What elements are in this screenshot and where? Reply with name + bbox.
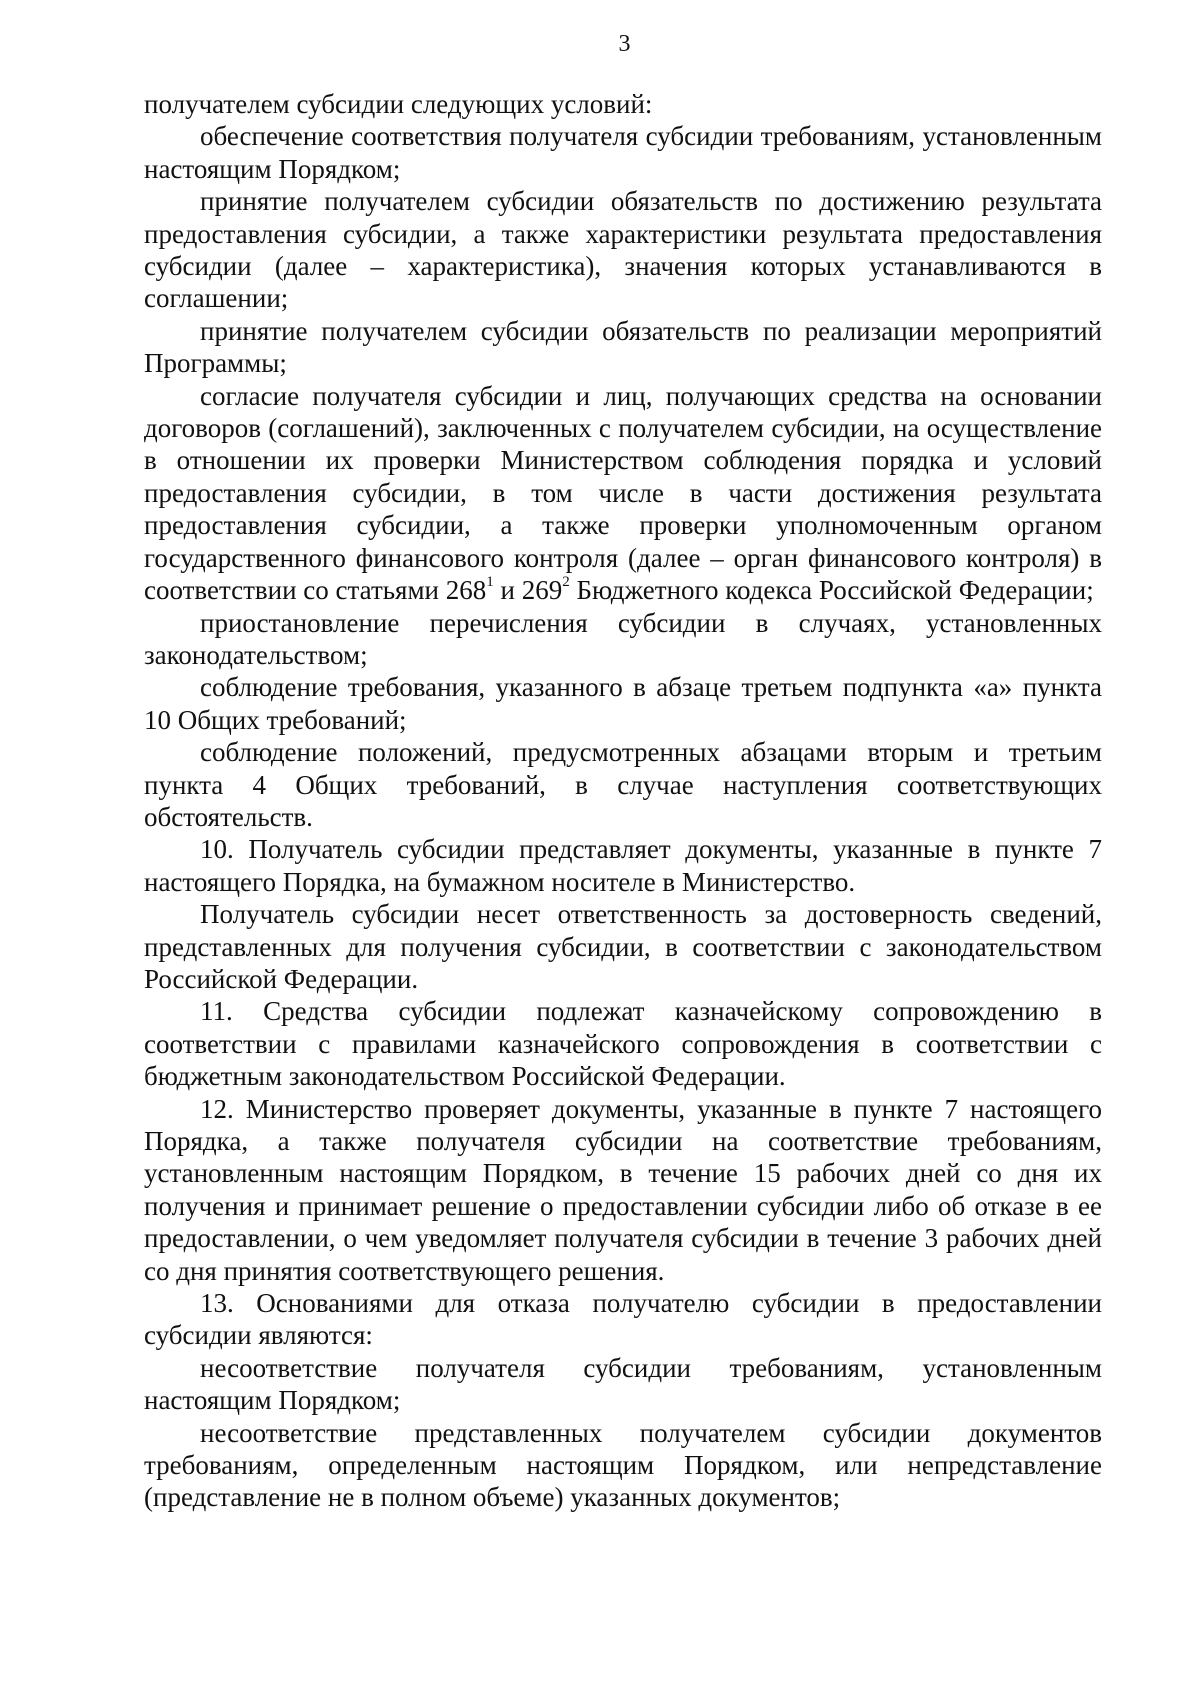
paragraph-text: Бюджетного кодекса Российской Федерации;: [569, 575, 1094, 606]
paragraph: 10. Получатель субсидии представляет документы, указанные в пункте 7 настоящего Порядка, на бумажном носителе в Министерство.: [144, 834, 1102, 897]
paragraph: приостановление перечисления субсидии в случаях, установленных законодательством;: [144, 607, 1102, 670]
paragraph: соблюдение требования, указанного в абзаце третьем подпункта «а» пункта 10 Общих требований;: [144, 672, 1102, 735]
paragraph: Получатель субсидии несет ответственность за достоверность сведений, представленных для получения субсидии, в соответствии с законодательством Российской Федерации.: [144, 899, 1102, 994]
paragraph-text: согласие получателя субсидии и лиц, получающих средства на основании договоров (соглашений), заключенных с получателем субсидии, на осуществление в отношении их проверки Министерством соблюдения порядка и условий предоставления субсидии, в том числе в части достижения результата предоставления субсидии, а также проверки уполномоченным органом государственного финансового контроля (далее – орган финансового контроля) в соответствии со статьями 268: [144, 380, 1102, 606]
paragraph: принятие получателем субсидии обязательств по реализации мероприятий Программы;: [144, 315, 1102, 379]
paragraph: 12. Министерство проверяет документы, указанные в пункте 7 настоящего Порядка, а также получателя субсидии на соответствие требованиям, установленным настоящим Порядком, в течение 15 рабочих дней со дня их получения и принимает решение о предоставлении субсидии либо об отказе в ее предоставлении, о чем уведомляет получателя субсидии в течение 3 рабочих дней со дня принятия соответствующего решения.: [144, 1093, 1102, 1286]
paragraph: несоответствие получателя субсидии требованиям, установленным настоящим Порядком;: [144, 1352, 1102, 1416]
paragraph: обеспечение соответствия получателя субсидии требованиям, установленным настоящим Порядком;: [144, 121, 1102, 184]
paragraph: [144, 380, 1102, 607]
paragraph-text: и 269: [493, 575, 563, 606]
paragraph: получателем субсидии следующих условий:: [144, 89, 653, 119]
paragraph: несоответствие представленных получателем субсидии документов требованиям, определенным настоящим Порядком, или непредставление (представление не в полном объеме) указанных документов;: [144, 1417, 1102, 1513]
paragraph: 13. Основаниями для отказа получателю субсидии в предоставлении субсидии являются:: [144, 1288, 1102, 1351]
page-number: 3: [618, 31, 631, 57]
paragraph: принятие получателем субсидии обязательств по достижению результата предоставления субсидии, а также характеристики результата предоставления субсидии (далее – характеристика), значения которых устанавливаются в соглашении;: [144, 186, 1102, 314]
footnote-superscript: 2: [562, 574, 570, 591]
footnote-superscript: 1: [486, 574, 494, 591]
paragraph: 11. Средства субсидии подлежат казначейскому сопровождению в соответствии с правилами казначейского сопровождения в соответствии с бюджетным законодательством Российской Федерации.: [144, 996, 1102, 1092]
paragraph: соблюдение положений, предусмотренных абзацами вторым и третьим пункта 4 Общих требований, в случае наступления соответствующих обстоятельств.: [144, 737, 1102, 832]
document-body: [144, 88, 1102, 1514]
